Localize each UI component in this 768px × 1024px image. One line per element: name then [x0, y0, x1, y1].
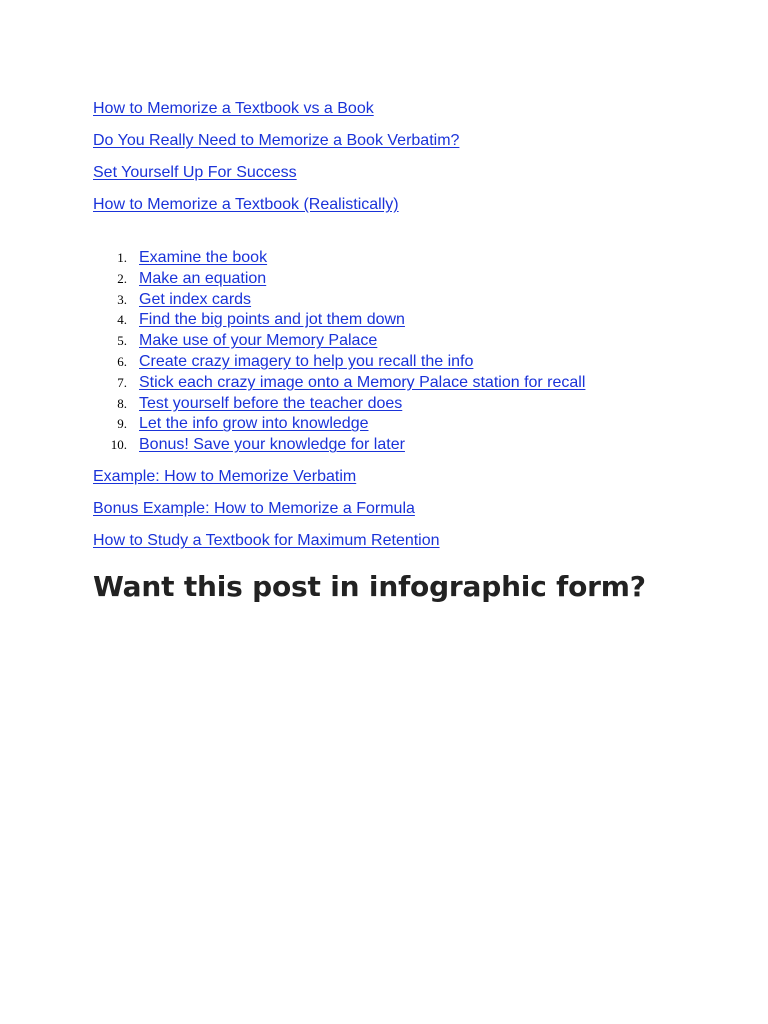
step-number: 2.	[117, 270, 127, 286]
toc-link-memorize-formula[interactable]: Bonus Example: How to Memorize a Formula	[93, 500, 415, 517]
toc-link-realistically[interactable]: How to Memorize a Textbook (Realistically)	[93, 196, 399, 213]
step-link-crazy-imagery[interactable]: Create crazy imagery to help you recall the info	[139, 352, 474, 370]
step-number: 5.	[117, 333, 127, 349]
step-number: 6.	[117, 353, 127, 369]
step-number: 10.	[110, 437, 127, 453]
toc-link-textbook-vs-book[interactable]: How to Memorize a Textbook vs a Book	[93, 100, 374, 117]
toc-link-set-up-success[interactable]: Set Yourself Up For Success	[93, 164, 297, 181]
step-number: 4.	[117, 312, 127, 328]
step-number: 3.	[117, 291, 127, 307]
toc-link-maximum-retention[interactable]: How to Study a Textbook for Maximum Retention	[93, 532, 440, 549]
toc-link-memorize-verbatim[interactable]: Example: How to Memorize Verbatim	[93, 468, 357, 485]
step-number: 7.	[117, 374, 127, 390]
step-number: 1.	[117, 250, 127, 265]
step-link-examine-book[interactable]: Examine the book	[139, 249, 268, 266]
toc-link-verbatim-question[interactable]: Do You Really Need to Memorize a Book Verbatim?	[93, 132, 460, 149]
step-number: 9.	[117, 416, 127, 432]
step-link-index-cards[interactable]: Get index cards	[139, 290, 252, 308]
step-link-save-knowledge[interactable]: Bonus! Save your knowledge for later	[139, 436, 405, 454]
step-link-test-yourself[interactable]: Test yourself before the teacher does	[139, 394, 403, 412]
step-link-grow-knowledge[interactable]: Let the info grow into knowledge	[139, 415, 369, 433]
infographic-heading: Want this post in infographic form?	[93, 570, 646, 603]
step-link-big-points[interactable]: Find the big points and jot them down	[139, 311, 405, 329]
step-link-memory-palace[interactable]: Make use of your Memory Palace	[139, 332, 378, 350]
step-number: 8.	[117, 395, 127, 411]
step-link-stick-image[interactable]: Stick each crazy image onto a Memory Palace station for recall	[139, 373, 586, 391]
step-link-make-equation[interactable]: Make an equation	[139, 269, 267, 287]
